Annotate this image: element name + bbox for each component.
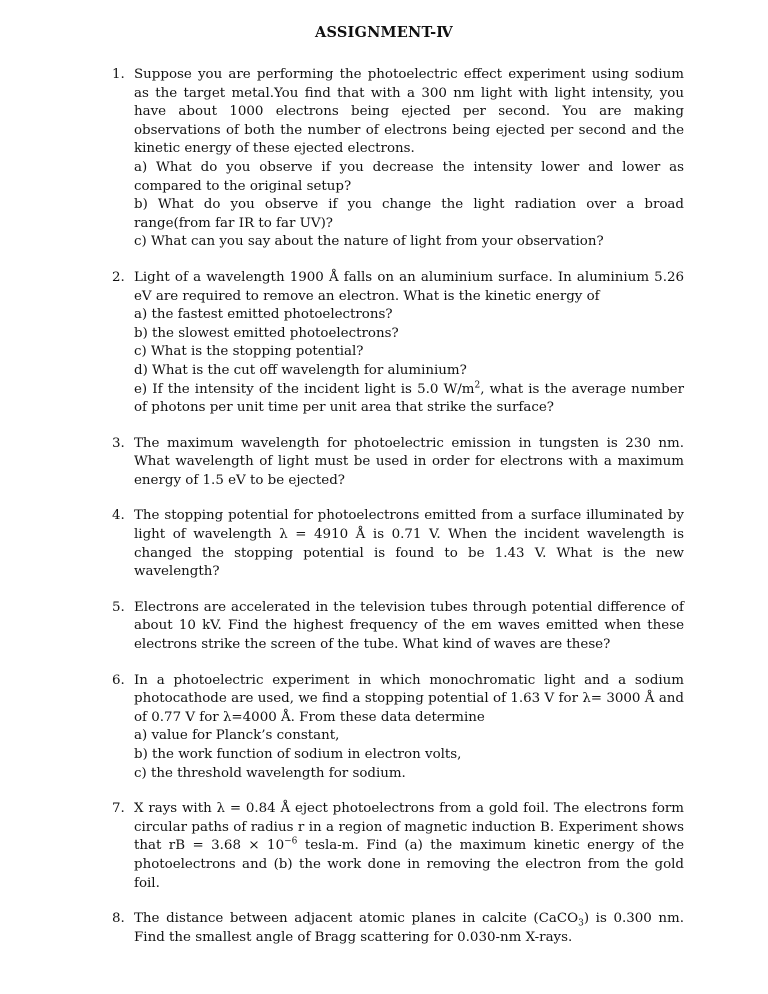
- question-text: In a photoelectric experiment in which monochromatic light and a sodium photocathode are used, we find a stopping potential of 1.63 V for λ= 3000 Å and of 0.77 V for λ=4000 Å. From these data determine: [134, 672, 684, 725]
- part-text: e) If the intensity of the incident light is 5.0 W/m: [134, 381, 475, 397]
- question-number: 6.: [112, 672, 125, 688]
- question-3: [112, 435, 684, 491]
- question-list: [112, 66, 684, 964]
- text-segment: ) is 0.300 nm. Find the smallest angle of Bragg scattering for 0.030-nm X-rays.: [134, 911, 684, 945]
- question-number: 1.: [112, 67, 125, 82]
- question-number: 5.: [112, 599, 125, 615]
- page-title: ASSIGNMENT-Ⅳ: [315, 24, 453, 41]
- question-part: a) What do you observe if you decrease the intensity lower and lower as compared to the original setup?: [134, 159, 684, 194]
- part-text: , what is the average number of photons per unit time per unit area that strike the surface?: [134, 381, 684, 416]
- question-text: The maximum wavelength for photoelectric emission in tungsten is 230 nm. What wavelength of light must be used in order for electrons with a maximum energy of 1.5 eV to be ejected?: [134, 435, 684, 488]
- question-text: Suppose you are performing the photoelectric effect experiment using sodium as the target metal.You find that with a 300 nm light with light intensity, you have about 1000 electrons being ejected per second. You are making observations of both the number of electrons being ejected per second and the kinetic energy of these ejected electrons.: [134, 67, 684, 157]
- question-part: c) What can you say about the nature of light from your observation?: [134, 234, 604, 250]
- question-part: b) the work function of sodium in electron volts,: [134, 747, 462, 762]
- text-segment: X rays with λ = 0.84 Å eject photoelectrons from a gold foil. The electrons form circular paths of radius r in a region of magnetic induction B. Experiment shows that rB = 3.68 × 10: [134, 801, 684, 854]
- question-number: 2.: [112, 269, 125, 285]
- question-4: [112, 507, 684, 581]
- question-number: 3.: [112, 435, 125, 451]
- question-text: Light of a wavelength 1900 Å falls on an aluminium surface. In aluminium 5.26 eV are required to remove an electron. What is the kinetic energy of: [134, 269, 684, 304]
- question-part: b) the slowest emitted photoelectrons?: [134, 325, 399, 341]
- superscript: 2: [474, 380, 481, 391]
- text-segment: The distance between adjacent atomic planes in calcite (CaCO: [134, 911, 579, 927]
- question-5: [112, 599, 684, 655]
- question-number: 4.: [112, 508, 125, 524]
- question-part: c) What is the stopping potential?: [134, 344, 364, 360]
- question-text: Electrons are accelerated in the television tubes through potential difference of about 10 kV. Find the highest frequency of the em waves emitted when these electrons strike the screen of the tube. What kind of waves are these?: [134, 599, 684, 653]
- question-part: d) What is the cut off wavelength for aluminium?: [134, 362, 467, 378]
- question-part: a) the fastest emitted photoelectrons?: [134, 307, 393, 323]
- question-number: 8.: [112, 911, 125, 927]
- question-part: [134, 381, 684, 418]
- question-6: [112, 672, 684, 784]
- question-part: a) value for Planck’s constant,: [134, 728, 340, 744]
- question-2: [112, 269, 684, 418]
- question-7: [112, 800, 684, 893]
- question-text: [134, 800, 684, 893]
- question-1: [112, 66, 684, 252]
- question-part: c) the threshold wavelength for sodium.: [134, 765, 406, 781]
- question-8: [112, 910, 684, 947]
- subscript: 3: [578, 918, 584, 929]
- question-text: [134, 910, 684, 947]
- question-part: b) What do you observe if you change the light radiation over a broad range(from far IR to far UV)?: [134, 197, 684, 231]
- text-segment: tesla-m. Find (a) the maximum kinetic energy of the photoelectrons and (b) the work done in removing the electron from the gold foil.: [134, 838, 684, 891]
- question-text: The stopping potential for photoelectrons emitted from a surface illuminated by light of wavelength λ = 4910 Å is 0.71 V. When the incident wavelength is changed the stopping potential is found to be 1.43 V. What is the new wavelength?: [134, 508, 684, 580]
- question-number: 7.: [112, 801, 125, 817]
- superscript: −6: [284, 836, 298, 847]
